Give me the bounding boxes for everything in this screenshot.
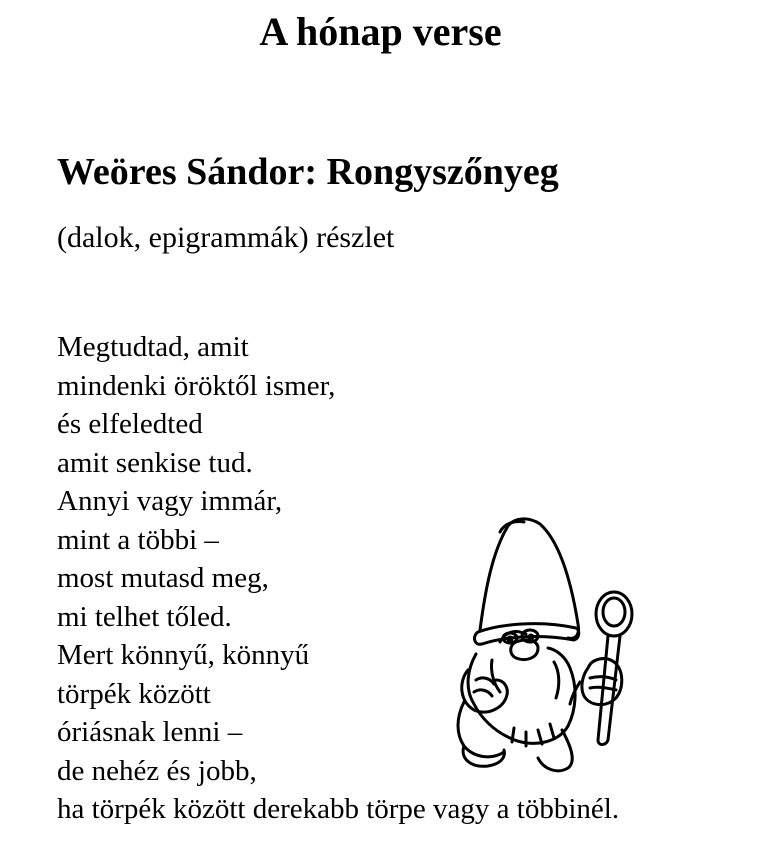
poem-line: mindenki öröktől ismer, xyxy=(57,369,336,402)
gnome-illustration xyxy=(430,512,670,774)
poem-line: de nehéz és jobb, xyxy=(57,754,257,787)
poem-line: Megtudtad, amit xyxy=(57,331,249,363)
poem-line: mint a többi – xyxy=(57,523,219,556)
poem-line: Mert könnyű, könnyű xyxy=(57,639,310,671)
poem-line: most mutasd meg, xyxy=(57,562,269,594)
poem-line: törpék között xyxy=(57,677,211,710)
poem-line: ha törpék között derekabb törpe vagy a többinél. xyxy=(57,793,620,825)
gnome-hat xyxy=(480,519,579,638)
poem-subtitle: (dalok, epigrammák) részlet xyxy=(57,221,395,254)
poem-line: Annyi vagy immár, xyxy=(57,485,283,517)
poem-line: amit senkise tud. xyxy=(57,446,253,479)
poem-title: Weöres Sándor: Rongyszőnyeg xyxy=(57,151,559,193)
poem-line: mi telhet tőled. xyxy=(57,600,232,633)
poem-line: és elfeledted xyxy=(57,408,203,440)
poem-line: óriásnak lenni – xyxy=(57,716,243,748)
page-heading: A hónap verse xyxy=(259,9,502,54)
gnome-beard xyxy=(468,648,575,743)
